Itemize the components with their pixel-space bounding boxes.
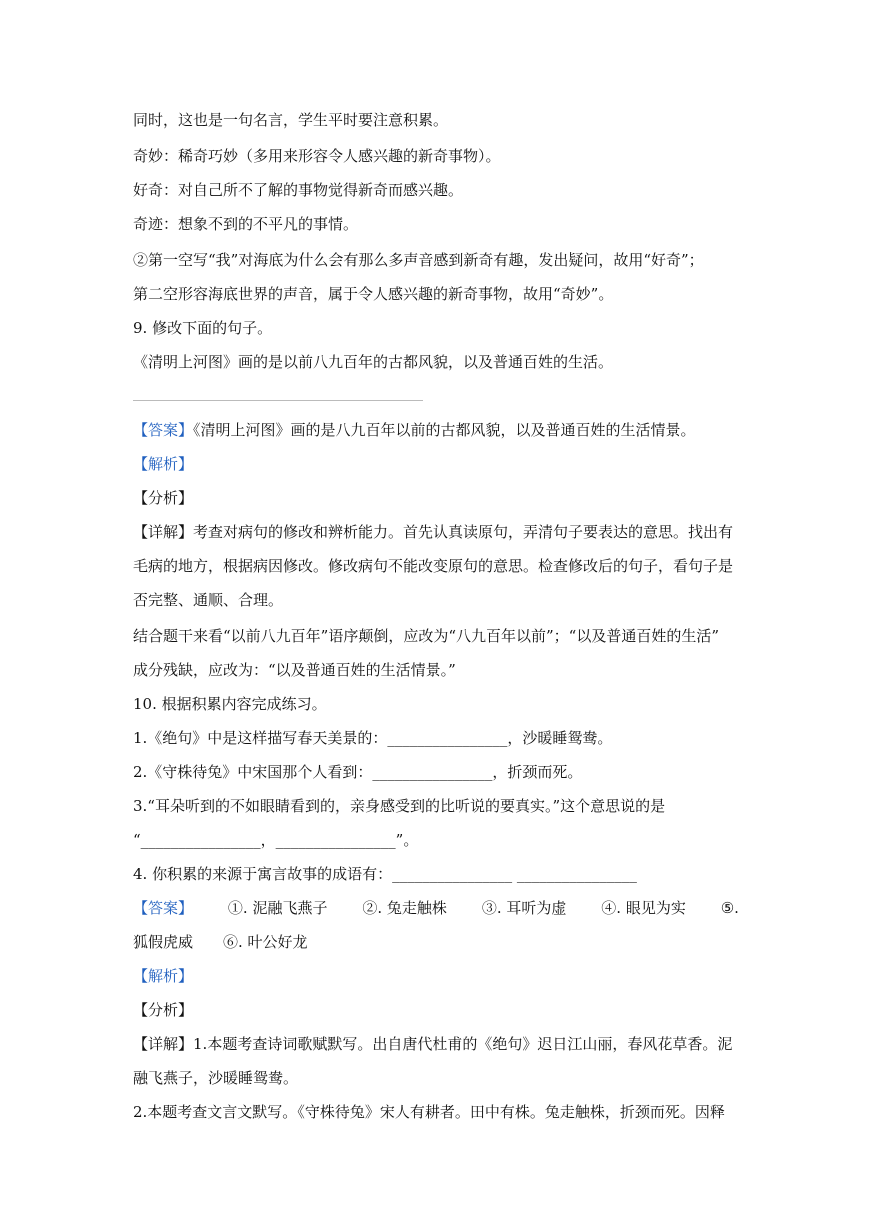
detail-line: 融飞燕子，沙暖睡鸳鸯。 (133, 1069, 299, 1087)
answer-item: ⑤. (720, 899, 739, 917)
answer-item: ①. 泥融飞燕子 (227, 899, 328, 917)
detail-text: 考查对病句的修改和辨析能力。首先认真读原句，弄清句子要表达的意思。找出有 (193, 523, 734, 541)
question-10-title: 10. 根据积累内容完成练习。 (133, 695, 327, 713)
fenxi-tag: 【分析】 (133, 1001, 194, 1019)
text-line: 好奇：对自己所不了解的事物觉得新奇而感兴趣。 (133, 181, 464, 199)
question-9-answer (133, 420, 753, 440)
text-line: 奇妙：稀奇巧妙（多用来形容令人感兴趣的新奇事物）。 (133, 147, 501, 165)
text-line: 同时，这也是一句名言，学生平时要注意积累。 (133, 111, 449, 129)
question-10-answers (133, 898, 739, 918)
answer-item: ③. 耳听为虚 (481, 899, 567, 917)
text-line: 奇迹：想象不到的不平凡的事情。 (133, 215, 359, 233)
question-10-item: 3.“耳朵听到的不如眼睛看到的，亲身感受到的比听说的要真实。”这个意思说的是 (133, 797, 666, 815)
detail-line (133, 1034, 753, 1054)
question-10-item: 2.《守株待兔》中宋国那个人看到：________________，折颈而死。 (133, 763, 583, 781)
text-line: ②第一空写“我”对海底为什么会有那么多声音感到新奇有趣，发出疑问，故用“好奇”； (133, 251, 704, 269)
question-10-item: 4. 你积累的来源于寓言故事的成语有：________________ ________________ (133, 865, 637, 883)
analysis-tag: 【解析】 (133, 967, 194, 985)
question-10-item: 1.《绝句》中是这样描写春天美景的：________________，沙暖睡鸳鸯。 (133, 729, 613, 747)
text-line: 第二空形容海底世界的声音，属于令人感兴趣的新奇事物，故用“奇妙”。 (133, 285, 614, 303)
detail-line: 毛病的地方，根据病因修改。修改病句不能改变原句的意思。检查修改后的句子，看句子是 (133, 557, 734, 575)
detail-line: 成分残缺，应改为：“以及普通百姓的生活情景。” (133, 661, 456, 679)
analysis-tag: 【解析】 (133, 455, 194, 473)
detail-line (133, 522, 753, 542)
question-10-answers-cont: 狐假虎威 ⑥. 叶公好龙 (133, 933, 308, 951)
question-10-item: “________________，________________”。 (133, 831, 419, 849)
question-9-title: 9. 修改下面的句子。 (133, 319, 273, 337)
detail-tag: 【详解】 (133, 1035, 194, 1053)
question-9-sentence: 《清明上河图》画的是以前八九百年的古都风貌，以及普通百姓的生活。 (133, 353, 614, 371)
detail-line: 2.本题考查文言文默写。《守株待兔》宋人有耕者。田中有株。兔走触株，折颈而死。因释 (133, 1103, 725, 1121)
answer-text: 《清明上河图》画的是八九百年以前的古都风貌，以及普通百姓的生活情景。 (193, 421, 696, 439)
detail-line: 否完整、通顺、合理。 (133, 591, 284, 609)
detail-text: 1.本题考查诗词歌赋默写。出自唐代杜甫的《绝句》迟日江山丽，春风花草香。泥 (193, 1035, 733, 1053)
answer-tag: 【答案】 (133, 421, 194, 439)
detail-line: 结合题干来看“以前八九百年”语序颠倒，应改为“八九百年以前”；“以及普通百姓的生活” (133, 627, 720, 645)
detail-tag: 【详解】 (133, 523, 194, 541)
answer-item: ④. 眼见为实 (601, 899, 686, 917)
answer-tag: 【答案】 (133, 899, 194, 917)
fenxi-tag: 【分析】 (133, 489, 194, 507)
answer-item: ②. 兔走触株 (362, 899, 447, 917)
answer-blank-line (133, 400, 423, 401)
